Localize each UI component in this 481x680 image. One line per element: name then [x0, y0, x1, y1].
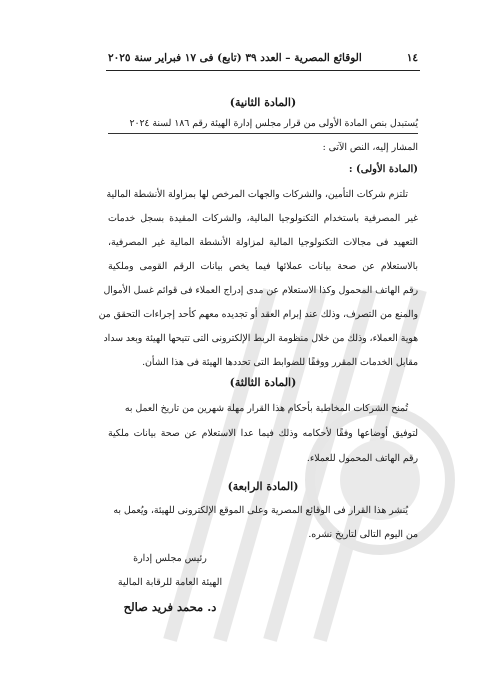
article-2-heading: (المادة الثانية): [229, 96, 297, 109]
article-2-paragraph-line: هوية العملاء، وذلك من خلال منظومة الربط الإلكترونى التى تتيحها الهيئة وبعد سداد: [103, 333, 418, 344]
article-3-heading: (المادة الثالثة): [229, 376, 297, 389]
article-3-paragraph-line: رقم الهاتف المحمول للعملاء.: [306, 453, 418, 464]
article-2-paragraph-line: تلتزم شركات التأمين، والشركات والجهات المرخص لها بمزاولة الأنشطة المالية: [106, 189, 408, 200]
article-2-paragraph-line: بالاستعلام عن صحة بيانات عملائها فيما يخص بيانات الرقم القومى وملكية: [108, 261, 418, 272]
article-3-paragraph-line: تُمنح الشركات المخاطبة بأحكام هذا القرار مهلة شهرين من تاريخ العمل به: [124, 403, 408, 414]
publication-info: الوقائع المصرية – العدد ٣٩ (تابع) فى ١٧ فبراير سنة ٢٠٢٥: [108, 52, 362, 64]
signatory-title: رئيس مجلس إدارة: [133, 553, 207, 564]
article-2-paragraph-line: التعهيد فى مجالات التكنولوجيا المالية لمزاولة الأنشطة المالية غير المصرفية،: [108, 237, 418, 248]
header-divider: [106, 70, 420, 71]
signatory-organization: الهيئة العامة للرقابة المالية: [117, 577, 223, 588]
article-2-paragraph-line: رقم الهاتف المحمول وكذا الاستعلام عن مدى إدراج العملاء فى قوائم غسل الأموال: [103, 285, 418, 296]
signatory-name: د. محمد فريد صالح: [123, 600, 217, 614]
article-2-paragraph-line: غير المصرفية باستخدام التكنولوجيا المالية، والشركات المقيدة بسجل خدمات: [108, 213, 418, 224]
article-4-paragraph-line: يُنشر هذا القرار فى الوقائع المصرية وعلى الموقع الإلكترونى للهيئة، ويُعمل به: [113, 505, 408, 516]
article-1-subheading: (المادة الأولى) :: [348, 164, 418, 175]
article-2-line: يُستبدل بنص المادة الأولى من قرار مجلس إدارة الهيئة رقم ١٨٦ لسنة ٢٠٢٤: [129, 118, 418, 129]
article-4-heading: (المادة الرابعة): [227, 480, 299, 493]
page-header: [108, 52, 418, 64]
article-2-paragraph-line: والمنع من التصرف، وذلك عند إبرام العقد أو تجديده معهم كأحد إجراءات التحقق من: [98, 309, 418, 320]
article-4-paragraph-line: من اليوم التالى لتاريخ نشره.: [308, 529, 418, 540]
article-2-line: المشار إليه، النص الآتى :: [322, 142, 418, 153]
page-number: ١٤: [406, 52, 418, 64]
article-2-paragraph-line: مقابل الخدمات المقرر ووفقًا للضوابط التى تحددها الهيئة فى هذا الشأن.: [142, 357, 418, 368]
article-3-paragraph-line: لتوفيق أوضاعها وفقًا لأحكامه وذلك فيما عدا الاستعلام عن صحة بيانات ملكية: [108, 428, 418, 439]
article-2-underline: [108, 133, 418, 134]
